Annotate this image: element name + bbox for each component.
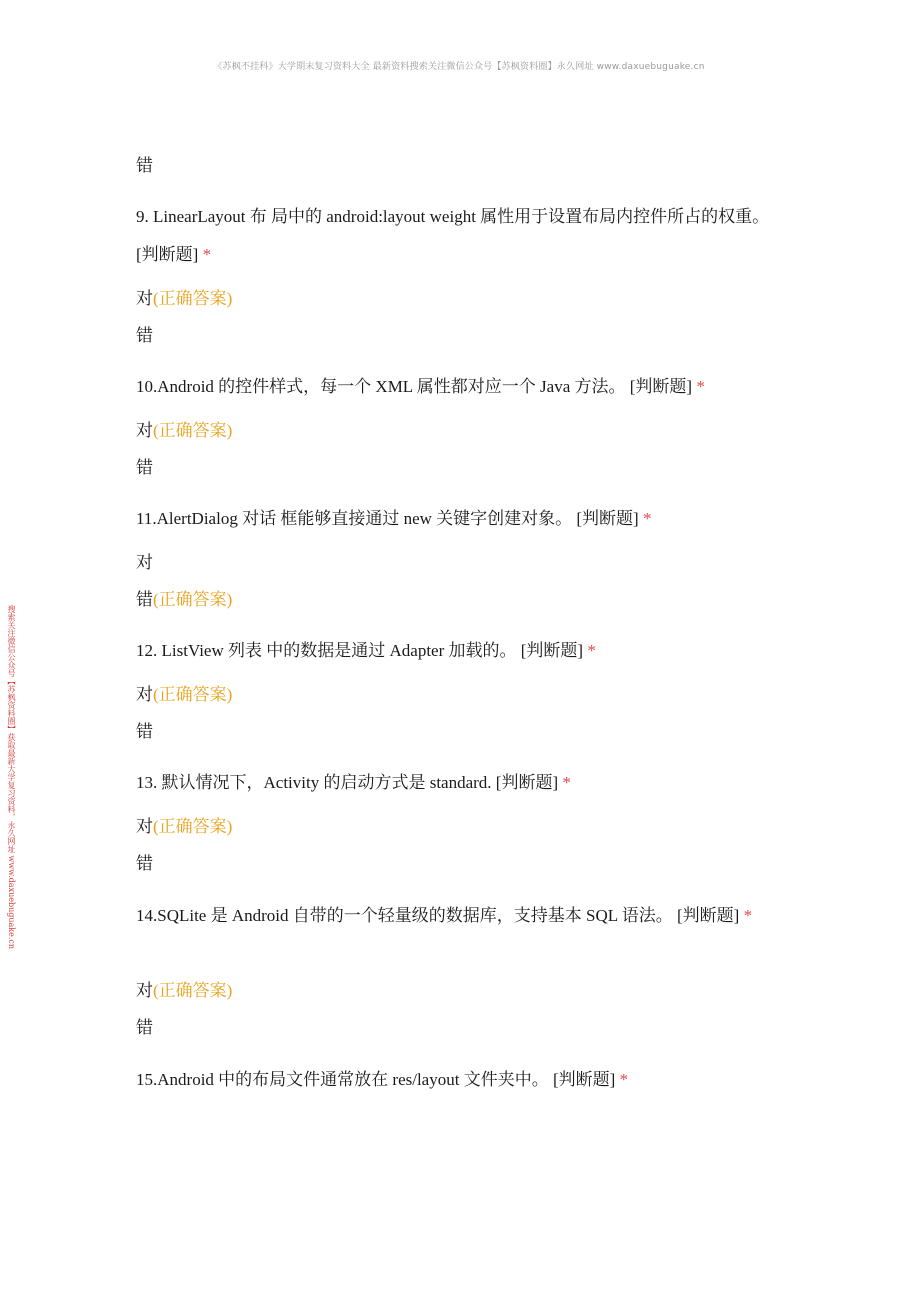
required-star: * — [562, 773, 571, 792]
question-text: 12. ListView 列表 中的数据是通过 Adapter 加载的。 [判断题] — [136, 641, 584, 660]
option-label: 对 — [136, 553, 153, 572]
page-header-watermark: 《苏枫不挂科》大学期末复习资料大全 最新资料搜索关注微信公众号【苏枫资料圈】永久网址 www.daxuebuguake.cn — [213, 62, 705, 72]
option-label: 错 — [136, 458, 153, 477]
option-label: 错 — [136, 722, 153, 741]
question-text: 9. LinearLayout 布 局中的 android:layout weight 属性用于设置布局内控件所占的权重。 [判断题] — [136, 207, 770, 264]
option-label: 对 — [136, 289, 153, 308]
correct-answer-mark: (正确答案) — [153, 817, 233, 836]
option-right — [136, 682, 232, 708]
question-15 — [136, 1061, 786, 1099]
correct-answer-mark: (正确答案) — [153, 421, 233, 440]
correct-answer-mark: (正确答案) — [153, 289, 233, 308]
option-label: 错 — [136, 326, 153, 345]
question-11 — [136, 500, 786, 538]
option-wrong — [136, 587, 232, 613]
option-wrong — [136, 153, 153, 179]
option-right — [136, 978, 232, 1004]
option-wrong — [136, 323, 153, 349]
correct-answer-mark: (正确答案) — [153, 685, 233, 704]
question-10 — [136, 368, 786, 406]
question-9 — [136, 198, 786, 274]
correct-answer-mark: (正确答案) — [153, 981, 233, 1000]
option-label: 错 — [136, 590, 153, 609]
required-star: * — [202, 245, 212, 264]
option-label: 错 — [136, 1018, 153, 1037]
option-right — [136, 286, 232, 312]
option-label: 错 — [136, 854, 153, 873]
option-wrong — [136, 719, 153, 745]
option-label: 对 — [136, 981, 153, 1000]
correct-answer-mark: (正确答案) — [153, 590, 233, 609]
question-text: 15.Android 中的布局文件通常放在 res/layout 文件夹中。 [判断题] — [136, 1070, 616, 1089]
required-star: * — [696, 377, 705, 396]
option-wrong — [136, 455, 153, 481]
option-label: 对 — [136, 421, 153, 440]
question-text: 13. 默认情况下，Activity 的启动方式是 standard. [判断题] — [136, 773, 559, 792]
required-star: * — [619, 1070, 629, 1089]
option-label: 错 — [136, 156, 153, 175]
option-label: 对 — [136, 685, 153, 704]
option-wrong — [136, 1015, 153, 1041]
option-right — [136, 418, 232, 444]
option-label: 对 — [136, 817, 153, 836]
option-right — [136, 814, 232, 840]
question-text: 10.Android 的控件样式，每一个 XML 属性都对应一个 Java 方法。 [判断题] — [136, 377, 693, 396]
required-star: * — [587, 641, 596, 660]
question-12 — [136, 632, 786, 670]
required-star: * — [642, 509, 652, 528]
option-wrong — [136, 851, 153, 877]
question-text: 11.AlertDialog 对话 框能够直接通过 new 关键字创建对象。 [判断题] — [136, 509, 639, 528]
question-14 — [136, 897, 786, 935]
option-right — [136, 550, 153, 576]
side-watermark: 搜索关注微信公众号【苏枫资料圈】获取最新大学复习资料，永久网址 www.daxuebuguake.cn — [7, 605, 16, 950]
question-text: 14.SQLite 是 Android 自带的一个轻量级的数据库，支持基本 SQL 语法。 [判断题] — [136, 906, 740, 925]
question-13 — [136, 764, 786, 802]
required-star: * — [743, 906, 753, 925]
